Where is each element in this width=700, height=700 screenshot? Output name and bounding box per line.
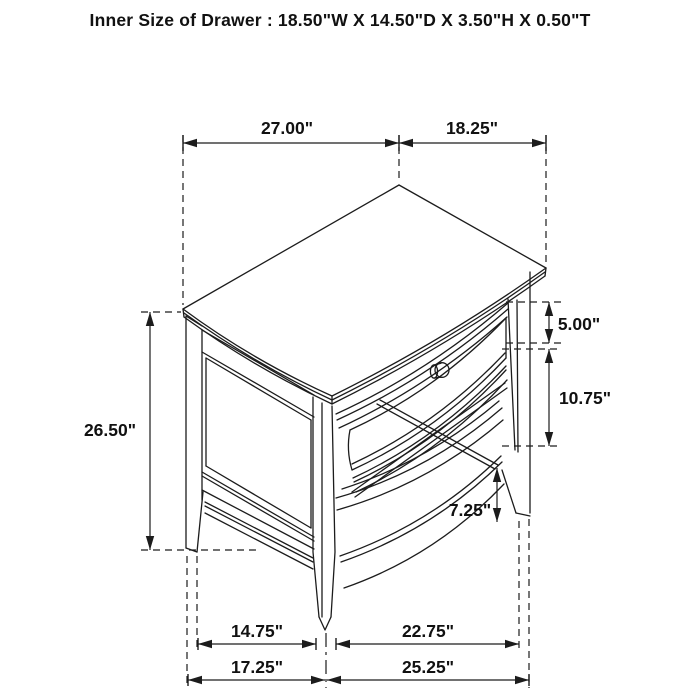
- nightstand-drawing: [183, 185, 546, 630]
- dim-label-top-depth: 18.25": [445, 118, 499, 138]
- dimension-leg-span-right-outer: [327, 657, 529, 686]
- dim-label-top-width: 27.00": [260, 118, 314, 138]
- left-side-panel: [202, 330, 314, 549]
- dimension-leg-span-right-inner: [336, 621, 519, 650]
- dim-label-leg-span-right-inner: 22.75": [401, 621, 455, 641]
- dim-label-leg-span-right-outer: 25.25": [401, 657, 455, 677]
- dimension-top-width: [183, 118, 399, 305]
- dimension-leg-span-left-outer: [188, 657, 325, 686]
- dimension-leg-span-left-inner: [198, 621, 316, 650]
- right-leg: [502, 272, 530, 516]
- dimension-top-depth: [399, 118, 546, 263]
- left-stretcher: [205, 502, 313, 569]
- dim-label-overall-height: 26.50": [83, 420, 137, 440]
- dim-label-leg-span-left-outer: 17.25": [230, 657, 284, 677]
- dim-label-drawer-height: 5.00": [557, 314, 601, 334]
- tabletop: [183, 185, 546, 404]
- dim-label-apron-clearance: 7.25": [448, 500, 492, 520]
- front-leg: [313, 397, 335, 630]
- cross-braces: [352, 383, 507, 497]
- drawer-bottom-rail: [353, 366, 507, 492]
- dimension-drawer-height: [506, 302, 600, 343]
- left-leg: [186, 316, 203, 552]
- dim-label-compartment-height: 10.75": [558, 388, 612, 408]
- front-top-rail: [336, 303, 508, 428]
- dim-label-leg-span-left-inner: 14.75": [230, 621, 284, 641]
- drawer-inner-size-title: Inner Size of Drawer : 18.50"W X 14.50"D X 3.50"H X 0.50"T: [89, 10, 591, 30]
